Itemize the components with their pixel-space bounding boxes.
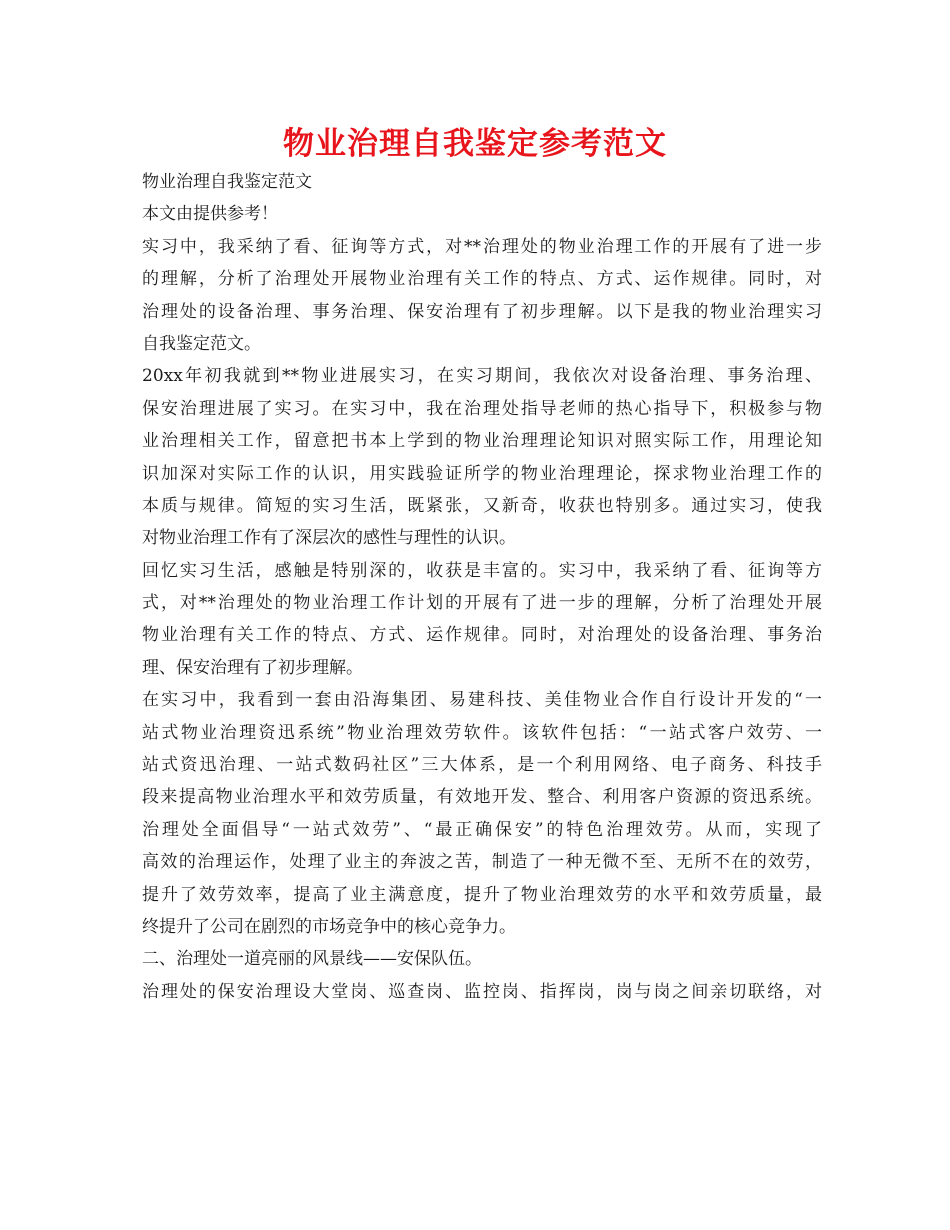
- text-line: 治理处的设备治理、事务治理、保安治理有了初步理解。以下是我的物业治理实习: [142, 301, 822, 322]
- text-line: 治理处的保安治理设大堂岗、巡查岗、监控岗、指挥岗，岗与岗之间亲切联络，对: [142, 981, 822, 1002]
- text-line: 二、治理处一道亮丽的风景线——安保队伍。: [142, 949, 482, 970]
- text-line: 高效的治理运作，处理了业主的奔波之苦，制造了一种无微不至、无所不在的效劳，: [142, 852, 822, 873]
- text-line: 回忆实习生活，感触是特别深的，收获是丰富的。实习中，我采纳了看、征询等方: [142, 560, 822, 581]
- text-line: 本质与规律。简短的实习生活，既紧张，又新奇，收获也特别多。通过实习，使我: [142, 495, 822, 516]
- text-line: 对物业治理工作有了深层次的感性与理性的认识。: [142, 528, 516, 549]
- text-line: 的理解，分析了治理处开展物业治理有关工作的特点、方式、运作规律。同时，对: [142, 269, 822, 290]
- text-line: 终提升了公司在剧烈的市场竞争中的核心竞争力。: [142, 916, 516, 937]
- text-line: 在实习中，我看到一套由沿海集团、易建科技、美佳物业合作自行设计开发的“一: [142, 690, 822, 711]
- text-line: 识加深对实际工作的认识，用实践验证所学的物业治理理论，探求物业治理工作的: [142, 463, 822, 484]
- text-line: 提升了效劳效率，提高了业主满意度，提升了物业治理效劳的水平和效劳质量，最: [142, 884, 822, 905]
- text-line: 物业治理自我鉴定范文: [142, 172, 312, 192]
- text-line: 式，对**治理处的物业治理工作计划的开展有了进一步的理解，分析了治理处开展: [142, 593, 822, 614]
- text-line: 段来提高物业治理水平和效劳质量，有效地开发、整合、利用客户资源的资迅系统。: [142, 787, 822, 808]
- text-line: 业治理相关工作，留意把书本上学到的物业治理理论知识对照实际工作，用理论知: [142, 431, 822, 452]
- text-line: 自我鉴定范文。: [142, 333, 261, 354]
- text-line: 本文由提供参考！: [142, 204, 278, 225]
- document-body: [142, 166, 822, 1008]
- text-line: 保安治理进展了实习。在实习中，我在治理处指导老师的热心指导下，积极参与物: [142, 398, 822, 419]
- text-line: 治理处全面倡导“一站式效劳”、“最正确保安”的特色治理效劳。从而，实现了: [142, 819, 822, 840]
- text-line: 实习中，我采纳了看、征询等方式，对**治理处的物业治理工作的开展有了进一步: [142, 236, 822, 257]
- text-line: 理、保安治理有了初步理解。: [142, 657, 363, 678]
- text-line: 站式资迅治理、一站式数码社区”三大体系，是一个利用网络、电子商务、科技手: [142, 755, 822, 776]
- document-title: 物业治理自我鉴定参考范文: [283, 126, 667, 162]
- text-line: 站式物业治理资迅系统”物业治理效劳软件。该软件包括：“一站式客户效劳、一: [142, 722, 822, 743]
- text-line: 物业治理有关工作的特点、方式、运作规律。同时，对治理处的设备治理、事务治: [142, 625, 822, 646]
- text-line: 20xx年初我就到**物业进展实习，在实习期间，我依次对设备治理、事务治理、: [142, 366, 822, 387]
